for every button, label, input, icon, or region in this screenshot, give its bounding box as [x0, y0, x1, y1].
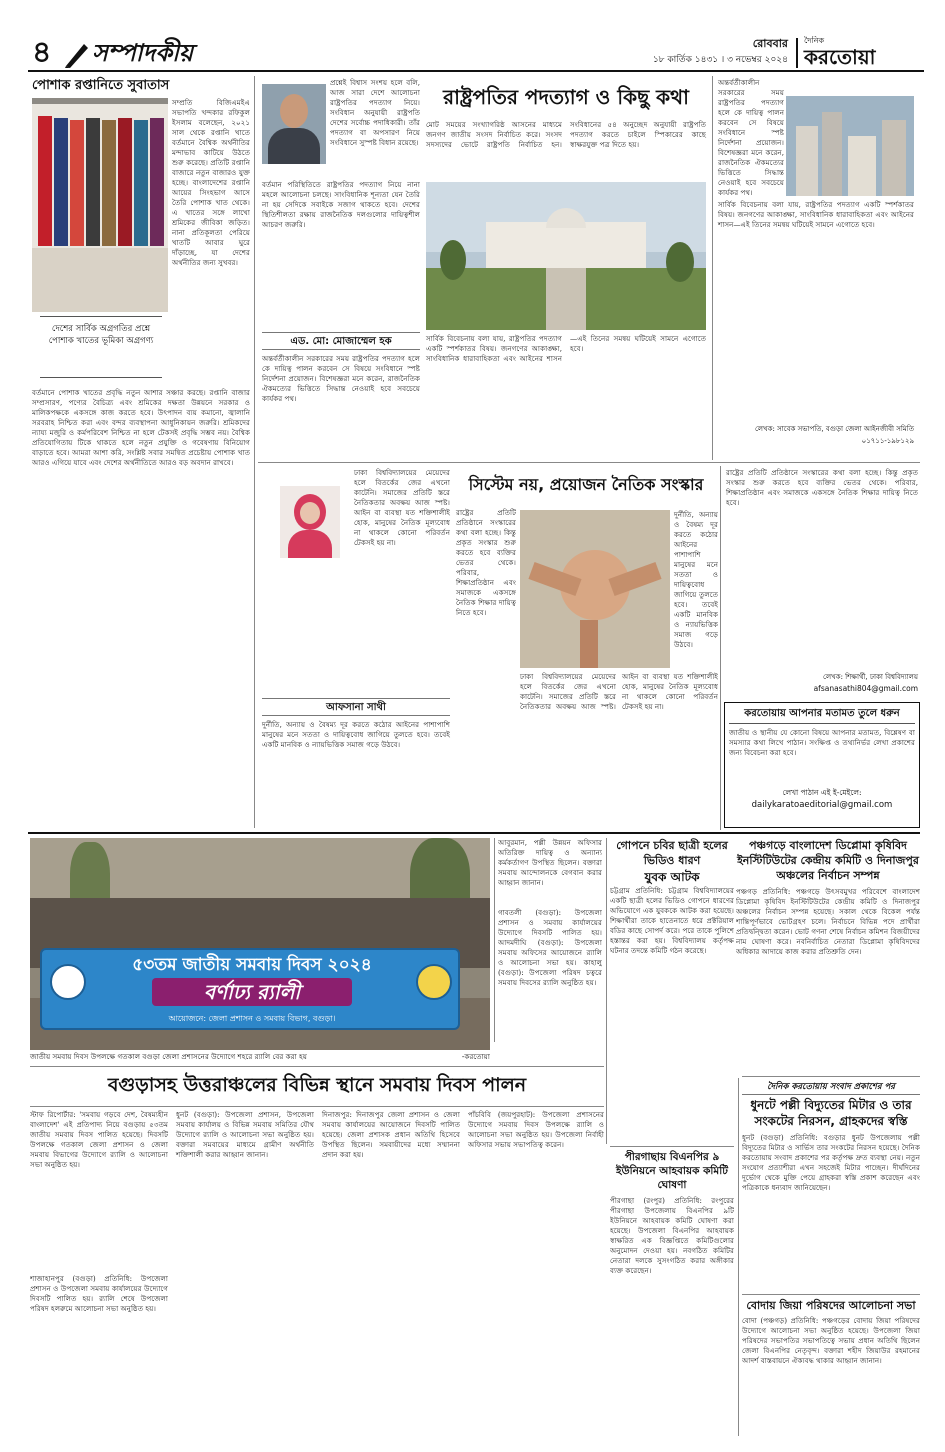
- president-continuation: [716, 76, 916, 460]
- president-title: রাষ্ট্রপতির পদত্যাগ ও কিছু কথা: [443, 85, 689, 109]
- president-author: এড. মো: মোজাম্মেল হক: [262, 332, 420, 350]
- president-col-2: বর্তমান পরিস্থিতিতে রাষ্ট্রপতির পদত্যাগ নিয়ে নানা মহলে আলোচনা চলছে। সাংবিধানিক শূন্যতা যেন তৈরি না হয় সেদিকে সবাইকে সজাগ থাকতে হবে। দেশের স্থিতিশীলতা রক্ষায় রাজনৈতিক দলগুলোর দায়িত্বশীল আচরণ জরুরি।: [262, 180, 420, 229]
- opinion-box: [724, 702, 920, 828]
- president-body-1: মোট সময়ের সংখ্যাগরিষ্ঠ আসনের মাধ্যমে জনগণ জাতীয় সংসদ নির্বাচিত করে। সংসদ সদস্যদের ভোটে রাষ্ট্রপতি নির্বাচিত হন। সংবিধানের ৫৪ অনুচ্ছেদ অনুযায়ী রাষ্ট্রপতি পদত্যাগ করতে চাইলে স্পিকারের কাছে স্বাক্ষরযুক্ত পত্র দিতে হয়।: [426, 120, 706, 149]
- ethics-intro: ঢাকা বিশ্ববিদ্যালয়ের মেয়েদের হলে বিতর্কের জের এখনো কাটেনি। সমাজের প্রতিটি স্তরে নৈতিকতার অবক্ষয় আজ স্পষ্ট। আইন বা ব্যবস্থা যত শক্তিশালীই হোক, মানুষের নৈতিক মূল্যবোধ না থাকলে কোনো পরিবর্তন টেকসই হয় না।: [354, 468, 450, 547]
- president-phone: ০১৭১১-১৯৮১২৯: [861, 437, 914, 445]
- bangabhaban-photo: [426, 182, 706, 330]
- video-body: চট্টগ্রাম প্রতিনিধি: চট্টগ্রাম বিশ্ববিদ্যালয়ের একটি ছাত্রী হলের ভিডিও গোপনে ধারণের অভিযোগে এক যুবককে আটক করা হয়েছে। শিক্ষার্থীরা তাকে হাতেনাতে ধরে প্রক্টরিয়াল বডির কাছে সোপর্দ করে। পরে তাকে পুলিশে হস্তান্তর করা হয়। বিশ্ববিদ্যালয় কর্তৃপক্ষ ঘটনার তদন্তে কমিটি গঠন করেছে।: [610, 886, 734, 955]
- opinion-note: লেখা পাঠান এই ই-মেইলে:: [782, 788, 862, 797]
- editorial-section: [30, 76, 252, 828]
- boda-body: বোদা (পঞ্চগড়) প্রতিনিধি: পঞ্চগড়ের বোদায় জিয়া পরিষদের উদ্যোগে আলোচনা সভা অনুষ্ঠিত হয়েছে। উপজেলা জিয়া পরিষদের সভাপতির সভাপতিত্বে সভায় প্রধান অতিথি ছিলেন জেলা বিএনপির নেতৃবৃন্দ। বক্তারা শহীদ জিয়াউর রহমানের আদর্শ বাস্তবায়নে ঐক্যবদ্ধ থাকার আহ্বান জানান।: [742, 1316, 920, 1365]
- president-signature: লেখক: সাবেক সভাপতি, বগুড়া জেলা আইনজীবী সমিতি: [754, 425, 914, 433]
- editorial-callout: [40, 316, 162, 378]
- video-title: গোপনে চবির ছাত্রী হলের ভিডিও ধারণ: [616, 839, 728, 867]
- banner-logo-right: [416, 964, 452, 1000]
- photo-credit: -করতোয়া: [461, 1052, 490, 1061]
- ethics-body-2: রাষ্ট্রের প্রতিটি প্রতিষ্ঠানে সংস্কারের কথা বলা হচ্ছে। কিন্তু প্রকৃত সংস্কার শুরু করতে হবে ব্যক্তির ভেতর থেকে। পরিবার, শিক্ষাপ্রতিষ্ঠান এবং সমাজকে একসঙ্গে নৈতিক শিক্ষার দায়িত্ব নিতে হবে।: [456, 508, 516, 617]
- paper-name: করতোয়া: [804, 45, 876, 69]
- column-news: [498, 838, 602, 1042]
- news-diploma: [736, 838, 920, 1074]
- cooperative-col-1b: শাজাহানপুর (বগুড়া) প্রতিনিধি: উপজেলা প্রশাসন ও উপজেলা সমবায় কার্যালয়ের উদ্যোগে দিবসটি পালিত হয়। র‌্যালি শেষে উপজেলা পরিষদ হলরুমে আলোচনা সভা অনুষ্ঠিত হয়।: [30, 1274, 168, 1313]
- banner-org: আয়োজনে: জেলা প্রশাসন ও সমবায় বিভাগ, বগুড়া।: [168, 1014, 336, 1023]
- callout-text: দেশের সার্বিক অগ্রগতির প্রশ্নে পোশাক খাতের ভূমিকা অগ্রগণ্য: [48, 324, 154, 346]
- cooperative-banner: [40, 948, 460, 1030]
- ethics-body-3: দুর্নীতি, অন্যায় ও বৈষম্য দূর করতে কঠোর আইনের পাশাপাশি মানুষের মনে সততা ও দায়িত্ববোধ জাগিয়ে তুলতে হবে। তবেই একটি মানবিক ও ন্যায়ভিত্তিক সমাজ গড়ে উঠবে।: [674, 510, 718, 649]
- cooperative-col-3: দিনাজপুর: দিনাজপুর জেলা প্রশাসন ও জেলা সমবায় কার্যালয়ের আয়োজনে দিবসটি পালিত হয়েছে। জেলা প্রশাসক প্রধান অতিথি হিসেবে উপস্থিত ছিলেন। সমবায়ীদের মধ্যে সম্মাননা প্রদান করা হয়।: [322, 1110, 460, 1159]
- author-photo: [262, 84, 326, 164]
- boda-title: বোদায় জিয়া পরিষদের আলোচনা সভা: [746, 1299, 916, 1312]
- president-col-3: অন্তর্বর্তীকালীন সরকারের সময় রাষ্ট্রপতির পদত্যাগ হলে কে দায়িত্ব পালন করবেন সে বিষয়ে সংবিধানে স্পষ্ট নির্দেশনা প্রয়োজন। বিশেষজ্ঞরা মনে করেন, রাজনৈতিক ঐকমত্যের ভিত্তিতে সিদ্ধান্ত নেওয়াই হবে সবচেয়ে কার্যকর পথ।: [262, 354, 420, 403]
- paper-name-small: দৈনিক: [804, 36, 825, 45]
- date: ১৮ কার্তিক ১৪৩১ । ৩ নভেম্বর ২০২৪: [652, 55, 788, 65]
- date-line: [588, 36, 788, 70]
- banner-title: ৫৩তম জাতীয় সমবায় দিবস ২০২৪: [132, 955, 372, 975]
- editorial-title: পোশাক রপ্তানিতে সুবাতাস: [32, 78, 170, 93]
- paper-logo: [804, 36, 924, 70]
- opinion-email[interactable]: dailykaratoaeditorial@gmail.com: [751, 800, 893, 810]
- editorial-intro: সম্প্রতি বিজিএমইএ সভাপতি খন্দকার রফিকুল ইসলাম বলেছেন, ২০২১ সাল থেকে রপ্তানি খাতে বর্তমানে বৈশ্বিক অর্থনীতির মন্দাভাব কাটিয়ে উঠতে শুরু করেছে। প্রতিটি রপ্তানি বাজারে নতুন বাজারও যুক্ত হচ্ছে। বাংলাদেশের রপ্তানি আয়ের সিংহভাগ আসে তৈরি পোশাক খাত থেকে। এ খাতের সঙ্গে লাখো শ্রমিকের জীবিকা জড়িত। নানা প্রতিকূলতা পেরিয়ে খাতটি আবার ঘুরে দাঁড়াচ্ছে, যা দেশের অর্থনীতির জন্য সুখবর।: [172, 98, 250, 267]
- cooperative-col-1: স্টাফ রিপোর্টার: 'সমবায় গড়বে দেশ, বৈষম্যহীন বাংলাদেশ' এই প্রতিপাদ্য নিয়ে বগুড়ায় ৫৩তম জাতীয় সমবায় দিবস পালিত হয়েছে। দিবসটি উপলক্ষে গতকাল জেলা প্রশাসন ও জেলা সমবায় বিভাগের উদ্যোগে র‌্যালি ও আলোচনা সভা অনুষ্ঠিত হয়।: [30, 1110, 168, 1169]
- editorial-body: বর্তমানে পোশাক খাতের প্রবৃদ্ধি নতুন আশার সঞ্চার করছে। রপ্তানি বাজার সম্প্রসারণ, পণ্যের বৈচিত্র্য এবং শ্রমিকের দক্ষতা উন্নয়নে সরকার ও মালিকপক্ষকে একসঙ্গে কাজ করতে হবে। উৎপাদন ব্যয় কমানো, জ্বালানি সরবরাহ নিশ্চিত করা এবং বন্দর ব্যবস্থাপনা আধুনিকায়ন জরুরি। শ্রমিকদের ন্যায্য মজুরি ও কর্মপরিবেশ নিশ্চিত না হলে টেকসই প্রবৃদ্ধি সম্ভব নয়। বৈশ্বিক প্রতিযোগিতায় টিকে থাকতে হলে নতুন প্রযুক্তি ও গবেষণায় বিনিয়োগ বাড়াতে হবে। আমরা আশা করি, সংশ্লিষ্ট সবার সমন্বিত প্রচেষ্টায় পোশাক খাত আরও এগিয়ে যাবে এবং দেশের অর্থনীতিতে আরও বড় অবদান রাখবে।: [32, 388, 250, 467]
- article-president: [258, 76, 708, 460]
- ethics-title: সিস্টেম নয়, প্রয়োজন নৈতিক সংস্কার: [468, 475, 704, 494]
- ethics-author: আফসানা সাথী: [262, 698, 450, 716]
- banner-sub: বর্ণাঢ্য র‌্যালী: [152, 978, 352, 1006]
- continuation-text: অন্তর্বর্তীকালীন সরকারের সময় রাষ্ট্রপতির পদত্যাগ হলে কে দায়িত্ব পালন করবেন সে বিষয়ে সংবিধানে স্পষ্ট নির্দেশনা প্রয়োজন। বিশেষজ্ঞরা মনে করেন, রাজনৈতিক ঐকমত্যের ভিত্তিতে সিদ্ধান্ত নেওয়াই হবে সবচেয়ে কার্যকর পথ।: [718, 78, 784, 197]
- hands-photo: [520, 510, 670, 668]
- banner-logo-left: [50, 964, 86, 1000]
- ethics-col-1b: দুর্নীতি, অন্যায় ও বৈষম্য দূর করতে কঠোর আইনের পাশাপাশি মানুষের মনে সততা ও দায়িত্ববোধ জাগিয়ে তুলতে হবে। তবেই একটি মানবিক ও ন্যায়ভিত্তিক সমাজ গড়ে উঠবে।: [262, 720, 450, 749]
- ethics-signature: লেখক: শিক্ষার্থী, ঢাকা বিশ্ববিদ্যালয়: [823, 673, 918, 681]
- continuation-text-2: সার্বিক বিবেচনায় বলা যায়, রাষ্ট্রপতির পদত্যাগ একটি স্পর্শকাতর বিষয়। জনগণের আকাঙ্ক্ষা, সাংবিধানিক ধারাবাহিকতা এবং আইনের শাসন—এই তিনের সমন্বয় ঘটিয়েই সামনে এগোতে হবে।: [718, 200, 914, 229]
- cooperative-photo: [30, 838, 490, 1050]
- news-video: [610, 838, 734, 1144]
- column-news-body: গাবতলী (বগুড়া): উপজেলা প্রশাসন ও সমবায় কার্যালয়ের উদ্যোগে দিবসটি পালিত হয়। আদমদীঘি (বগুড়া): উপজেলা সমবায় অফিসের আয়োজনে র‌্যালি ও আলোচনা সভা হয়। কাহালু (বগুড়া): উপজেলা পরিষদ চত্বরে সমবায় দিবসের র‌্যালি অনুষ্ঠিত হয়।: [498, 908, 602, 987]
- bnp-title: পীরগাছায় বিএনপির ৯ ইউনিয়নে আহবায়ক কমিটি ঘোষণা: [616, 1151, 728, 1191]
- ethics-cont-text: রাষ্ট্রের প্রতিটি প্রতিষ্ঠানে সংস্কারের কথা বলা হচ্ছে। কিন্তু প্রকৃত সংস্কার শুরু করতে হবে ব্যক্তির ভেতর থেকে। পরিবার, শিক্ষাপ্রতিষ্ঠান এবং সমাজকে একসঙ্গে নৈতিক শিক্ষার দায়িত্ব নিতে হবে।: [726, 468, 918, 507]
- column-news-intro: আবুরমান, পল্লী উন্নয়ন অফিসার অতিরিক্ত দায়িত্ব ও অন্যান্য কর্মকর্তাগণ উপস্থিত ছিলেন। বক্তারা সমবায় আন্দোলনকে বেগবান করার আহ্বান জানান।: [498, 838, 602, 887]
- pen-icon: [64, 40, 90, 68]
- video-subtitle: যুবক আটক: [644, 870, 700, 884]
- president-body-4: সার্বিক বিবেচনায় বলা যায়, রাষ্ট্রপতির পদত্যাগ একটি স্পর্শকাতর বিষয়। জনগণের আকাঙ্ক্ষা, সাংবিধানিক ধারাবাহিকতা এবং আইনের শাসন—এই তিনের সমন্বয় ঘটিয়েই সামনে এগোতে হবে।: [426, 334, 706, 363]
- opinion-body: জাতীয় ও স্থানীয় যে কোনো বিষয়ে আপনার মতামত, বিশ্লেষণ বা সমস্যার কথা লিখে পাঠান। সংক্ষিপ্ত ও তথ্যনির্ভর লেখা প্রকাশের জন্য বিবেচনা করা হবে।: [729, 728, 915, 757]
- diploma-title: পঞ্চগড়ে বাংলাদেশ ডিপ্লোমা কৃষিবিদ ইনস্টিটিউটের কেন্দ্রীয় কমিটি ও দিনাজপুর অঞ্চলের নির্বাচন সম্পন্ন: [737, 839, 919, 882]
- news-bnp: [610, 1150, 734, 1436]
- ethics-email: afsanasathi804@gmail.com: [813, 684, 918, 693]
- bnp-body: পীরগাছা (রংপুর) প্রতিনিধি: রংপুরের পীরগাছা উপজেলায় বিএনপির ৯টি ইউনিয়নে আহবায়ক কমিটি ঘোষণা করা হয়েছে। উপজেলা বিএনপির আহবায়ক স্বাক্ষরিত এক বিজ্ঞপ্তিতে কমিটিগুলোর অনুমোদন দেওয়া হয়। নবগঠিত কমিটির নেতারা দলকে সুসংগঠিত করার অঙ্গীকার ব্যক্ত করেছেন।: [610, 1196, 734, 1275]
- masthead: [28, 36, 924, 74]
- ethics-body-4: ঢাকা বিশ্ববিদ্যালয়ের মেয়েদের হলে বিতর্কের জের এখনো কাটেনি। সমাজের প্রতিটি স্তরে নৈতিকতার অবক্ষয় আজ স্পষ্ট। আইন বা ব্যবস্থা যত শক্তিশালীই হোক, মানুষের নৈতিক মূল্যবোধ না থাকলে কোনো পরিবর্তন টেকসই হয় না।: [520, 672, 718, 711]
- garment-photo: [32, 98, 168, 312]
- day: রোববার: [752, 37, 788, 50]
- news-meter: [742, 1080, 920, 1292]
- photo-caption: জাতীয় সমবায় দিবস উপলক্ষে গতকাল বগুড়া জেলা প্রশাসনের উদ্যোগে শহরে র‌্যালি বের করা হয়: [30, 1052, 307, 1061]
- city-photo: [786, 96, 914, 196]
- ethics-author-photo: [280, 486, 340, 558]
- diploma-body: পঞ্চগড় প্রতিনিধি: পঞ্চগড়ে উৎসবমুখর পরিবেশে বাংলাদেশ ডিপ্লোমা কৃষিবিদ ইনস্টিটিউটের কেন্দ্রীয় কমিটি ও দিনাজপুর অঞ্চলের নির্বাচন সম্পন্ন হয়েছে। সকাল থেকে বিকেল পর্যন্ত শান্তিপূর্ণভাবে ভোটগ্রহণ চলে। নির্বাচনে বিভিন্ন পদে প্রার্থীরা প্রতিদ্বন্দ্বিতা করেন। ভোট গণনা শেষে নির্বাচন কমিশন বিজয়ীদের নাম ঘোষণা করে। নবনির্বাচিত নেতারা ডিপ্লোমা কৃষিবিদদের অধিকার আদায়ে কাজ করার প্রতিশ্রুতি দেন।: [736, 887, 920, 956]
- cooperative-body: [30, 1110, 604, 1436]
- page-number: ৪: [32, 36, 52, 70]
- cooperative-col-4: পাঁচবিবি (জয়পুরহাট): উপজেলা প্রশাসনের উদ্যোগে সমবায় দিবস উপলক্ষে র‌্যালি ও আলোচনা সভা অনুষ্ঠিত হয়। উপজেলা নির্বাহী অফিসার সভায় সভাপতিত্ব করেন।: [468, 1110, 604, 1149]
- meter-title: ধুনটে পল্লী বিদ্যুতের মিটার ও তার সংকটের নিরসন, গ্রাহকদের স্বস্তি: [750, 1098, 912, 1128]
- opinion-title: করতোয়ায় আপনার মতামত তুলে ধরুন: [729, 707, 915, 724]
- article-ethics: [258, 466, 718, 830]
- cooperative-col-2: ধুনট (বগুড়া): উপজেলা প্রশাসন, উপজেলা সমবায় কার্যালয় ও বিভিন্ন সমবায় সমিতির যৌথ উদ্যোগে র‌্যালি ও আলোচনা সভা অনুষ্ঠিত হয়। বক্তারা সমবায়ের মাধ্যমে গ্রামীণ অর্থনীতি শক্তিশালী করার আহ্বান জানান।: [176, 1110, 314, 1159]
- cooperative-headline: বগুড়াসহ উত্তরাঞ্চলের বিভিন্ন স্থানে সমবায় দিবস পালন: [107, 1074, 527, 1096]
- president-intro: প্রশ্নেই বিশ্বাস সংশয় হলে বলি, আজ সারা দেশে আলোচনা রাষ্ট্রপতির পদত্যাগ নিয়ে। সংবিধান অনুযায়ী রাষ্ট্রপতি দেশের সর্বোচ্চ পদাধিকারী। তাঁর পদত্যাগ বা অপসারণ নিয়ে সংবিধানে সুস্পষ্ট বিধান রয়েছে।: [330, 78, 420, 147]
- meter-body: ধুনট (বগুড়া) প্রতিনিধি: বগুড়ার ধুনট উপজেলায় পল্লী বিদ্যুতের মিটার ও সার্ভিস তার সংকটের নিরসন হয়েছে। দৈনিক করতোয়ায় সংবাদ প্রকাশের পর কর্তৃপক্ষ দ্রুত ব্যবস্থা নেয়। নতুন সংযোগ প্রত্যাশীরা এখন সহজেই মিটার পাচ্ছেন। দীর্ঘদিনের দুর্ভোগ থেকে মুক্তি পেয়ে গ্রাহকরা স্বস্তি প্রকাশ করেছেন এবং পত্রিকাকে ধন্যবাদ জানিয়েছেন।: [742, 1133, 920, 1192]
- section-title: সম্পাদকীয়: [92, 39, 194, 67]
- meter-label: দৈনিক করতোয়ায় সংবাদ প্রকাশের পর: [742, 1080, 920, 1095]
- news-boda: [742, 1298, 920, 1436]
- ethics-continuation: [724, 466, 920, 830]
